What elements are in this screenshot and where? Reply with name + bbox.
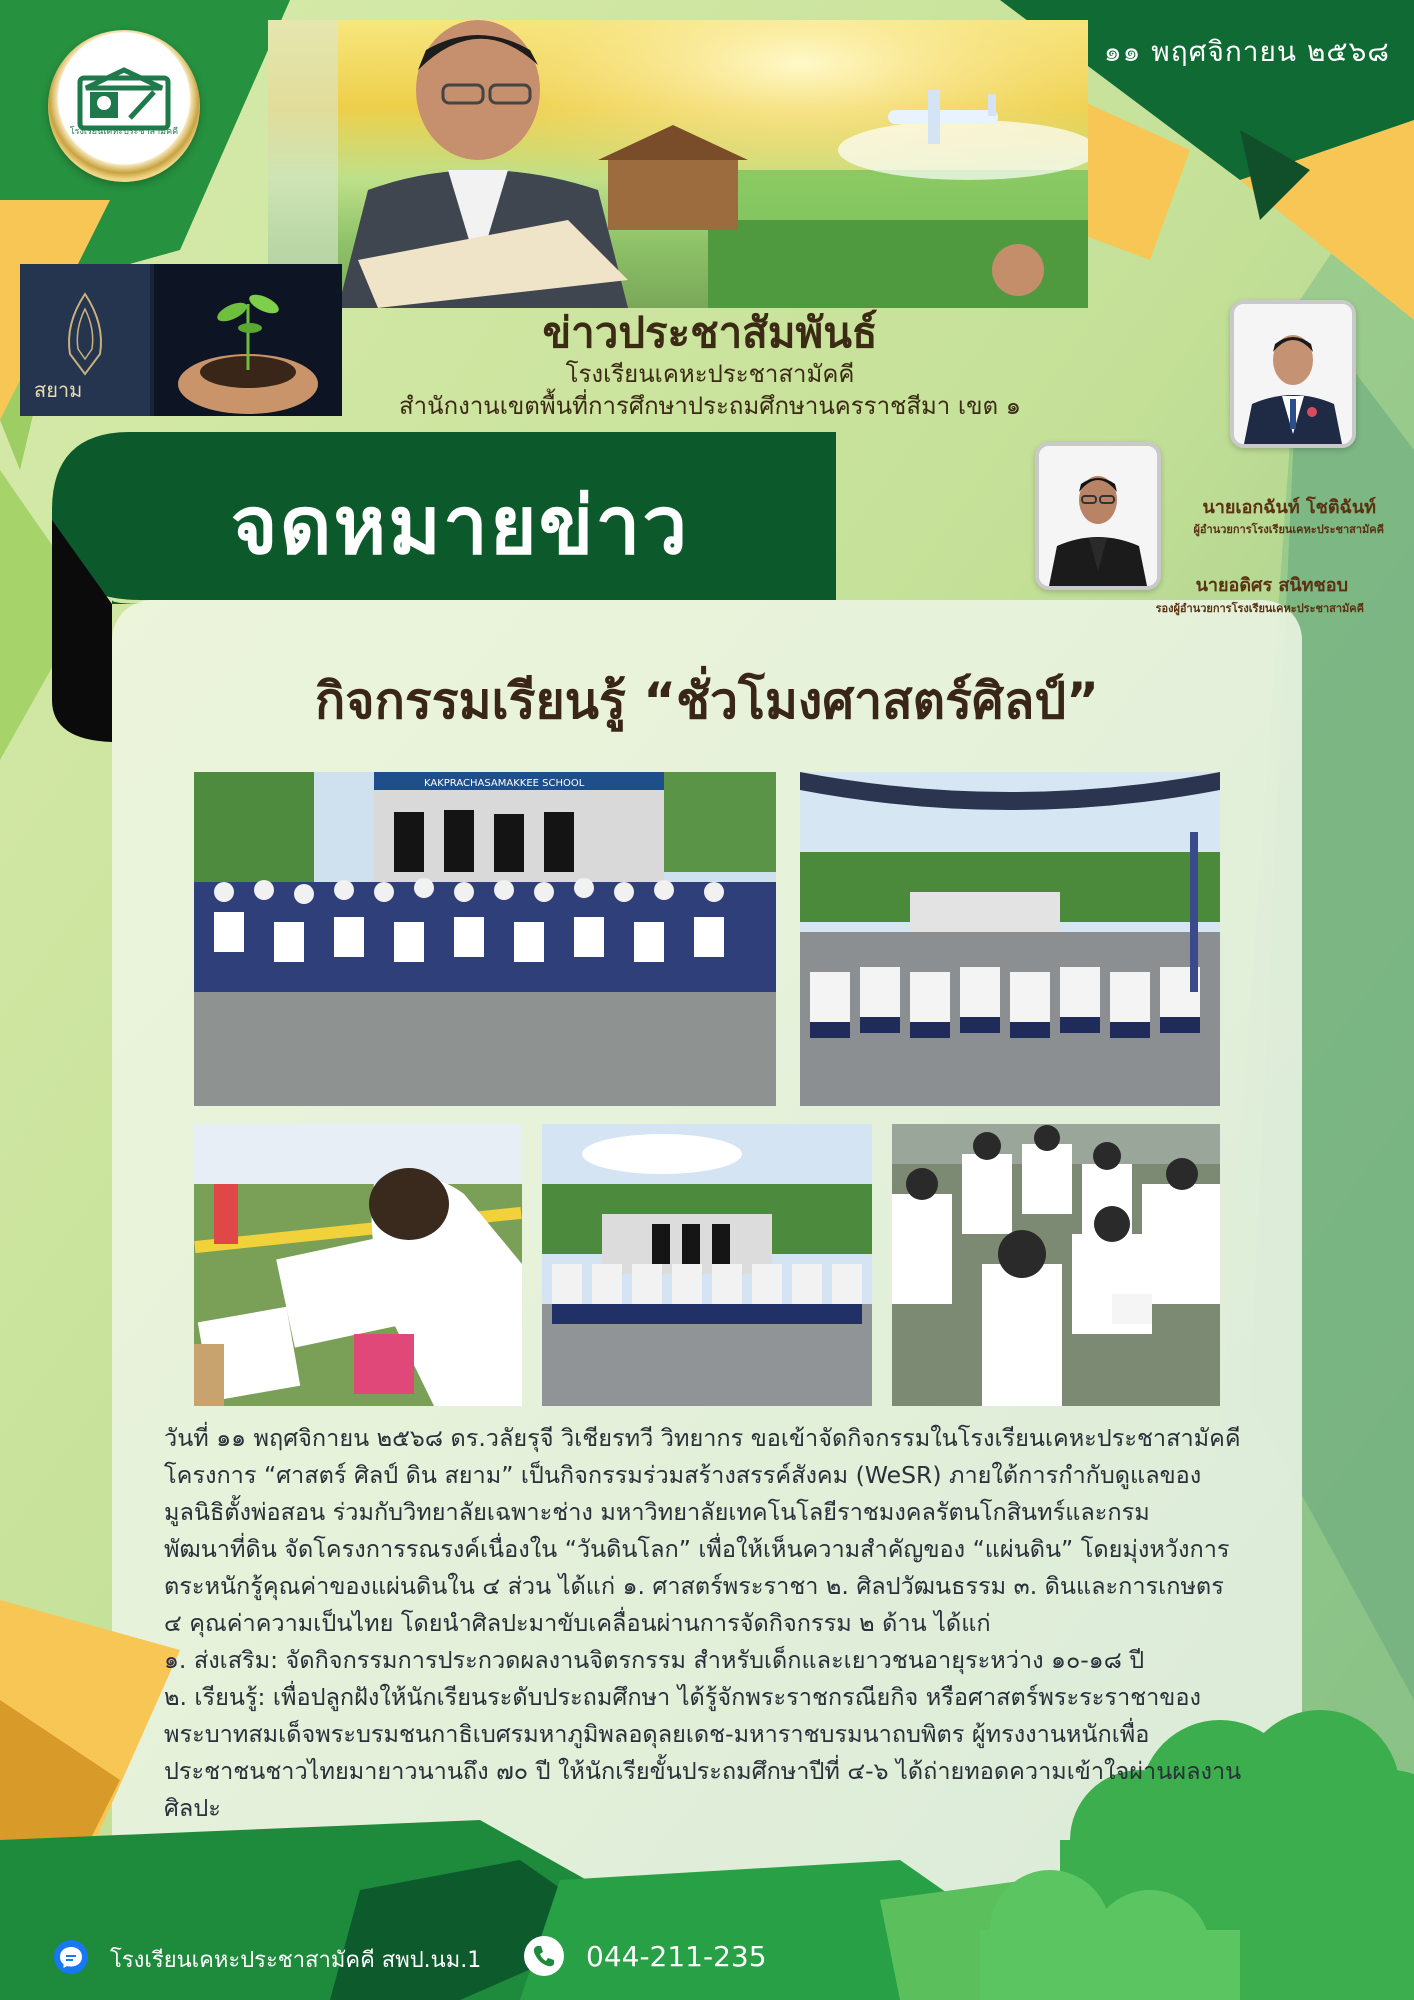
footer-page-name[interactable]: โรงเรียนเคหะประชาสามัคคี สพป.นม.1 (110, 1948, 482, 1973)
article-line: มูลนิธิตั้งพ่อสอน ร่วมกับวิทยาลัยเฉพาะช่าง มหาวิทยาลัยเทคโนโลยีราชมงคลรัตนโกสินทร์และกรม (164, 1498, 1150, 1526)
director-position: ผู้อำนวยการโรงเรียนเคหะประชาสามัคคี (1193, 523, 1384, 536)
footer-phone[interactable]: 044-211-235 (586, 1940, 767, 1973)
book-title: สยาม (34, 378, 83, 402)
article-title: กิจกรรมเรียนรู้ “ชั่วโมงศาสตร์ศิลป์” (315, 672, 1099, 730)
article-line: ๒. เรียนรู้: เพื่อปลูกฝังให้นักเรียนระดับประถมศึกษา ได้รู้จักพระราชกรณียกิจ หรือศาสตร์พระระราชาของ (164, 1683, 1201, 1711)
activity-photo-drawing (194, 1124, 522, 1406)
activity-photo-group-front (194, 772, 776, 1106)
article-line: โครงการ “ศาสตร์ ศิลป์ ดิน สยาม” เป็นกิจกรรมร่วมสร้างสรรค์สังคม (WeSR) ภายใต้การกำกับดูแลของ (164, 1461, 1202, 1489)
school-name: โรงเรียนเคหะประชาสามัคคี (565, 360, 855, 388)
article-body (164, 1420, 1294, 1827)
issue-date: ๑๑ พฤศจิกายน ๒๕๖๘ (1103, 35, 1390, 68)
director-name: นายเอกฉันท์ โชติฉันท์ (1202, 497, 1376, 518)
article-line: ประชาชนชาวไทยมายาวนานถึง ๗๐ ปี ให้นักเรียขั้นประถมศึกษาปีที่ ๔-๖ ได้ถ่ายทอดความเข้าใจผ่านผลงาน (164, 1757, 1242, 1785)
school-logo-icon (66, 48, 182, 164)
deputy-portrait (1035, 442, 1161, 590)
article-line: ศิลปะ (164, 1794, 221, 1822)
header-royal-photo (268, 20, 1088, 308)
article-line: พระบาทสมเด็จพระบรมชนกาธิเบศรมหาภูมิพลอดุลยเดช-มหาราชบรมนาถบพิตร ผู้ทรงงานหนักเพื่อ (164, 1720, 1150, 1748)
activity-photo-assembly (800, 772, 1220, 1106)
project-cover-image (20, 264, 342, 416)
article-line: ๔ คุณค่าความเป็นไทย โดยนำศิลปะมาขับเคลื่อนผ่านการจัดกิจกรรม ๒ ด้าน ได้แก่ (164, 1609, 991, 1637)
office-name: สำนักงานเขตพื้นที่การศึกษาประถมศึกษานครราชสีมา เขต ๑ (399, 392, 1021, 420)
newsletter-banner: จดหมายข่าว (230, 479, 690, 572)
school-logo (48, 30, 200, 182)
article-line: ตระหนักรู้คุณค่าของแผ่นดินใน ๔ ส่วน ได้แก่ ๑. ศาสตร์พระราชา ๒. ศิลปวัฒนธรรม ๓. ดินและการเกษตร (164, 1572, 1224, 1600)
activity-photo-students-writing (892, 1124, 1220, 1406)
phone-icon (524, 1936, 564, 1976)
messenger-icon[interactable] (54, 1940, 88, 1974)
deputy-name: นายอดิศร สนิทชอบ (1195, 575, 1348, 596)
page-title: ข่าวประชาสัมพันธ์ (542, 308, 878, 357)
article-line: วันที่ ๑๑ พฤศจิกายน ๒๕๖๘ ดร.วลัยรุจี วิเชียรทวี วิทยากร ขอเข้าจัดกิจกรรมในโรงเรียนเคหะประชาสามัคคี (164, 1424, 1241, 1452)
logo-caption: โรงเรียนเคหะประชาสามัคคี (69, 127, 179, 137)
article-line: พัฒนาที่ดิน จัดโครงการรณรงค์เนื่องใน “วันดินโลก” เพื่อให้เห็นความสำคัญของ “แผ่นดิน” โดยมุ่งหวังการ (164, 1535, 1230, 1563)
article-line: ๑. ส่งเสริม: จัดกิจกรรมการประกวดผลงานจิตรกรรม สำหรับเด็กและเยาวชนอายุระหว่าง ๑๐-๑๘ ปี (164, 1646, 1145, 1674)
director-portrait (1230, 300, 1356, 448)
activity-photo-group-outdoor (542, 1124, 872, 1406)
school-sign-text: KAKPRACHASAMAKKEE SCHOOL (424, 778, 585, 789)
deputy-position: รองผู้อำนวยการโรงเรียนเคหะประชาสามัคคี (1155, 602, 1364, 615)
